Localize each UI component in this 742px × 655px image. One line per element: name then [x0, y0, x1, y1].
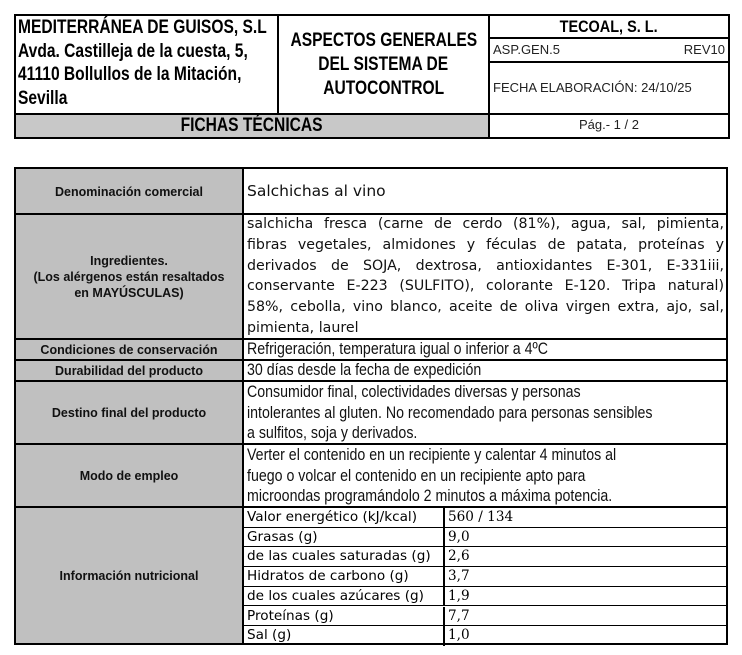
nutrition-row: [244, 547, 726, 567]
issuer-name: [490, 16, 728, 39]
title-line-1: ASPECTOS GENERALES: [290, 29, 477, 51]
nutrition-table: [244, 508, 726, 643]
nutrition-row: [244, 528, 726, 548]
label-ingredients-note: (Los alérgenos están resaltados: [33, 270, 225, 284]
value-usage: [244, 445, 726, 507]
value-destination: [244, 382, 726, 444]
document-header: [14, 14, 730, 139]
value-storage: [244, 340, 726, 360]
issuer-text: TECOAL, S. L.: [560, 17, 658, 36]
title-line-2: DEL SISTEMA DE: [318, 53, 449, 75]
technical-sheet-table: [14, 167, 728, 645]
document-meta: [490, 16, 728, 113]
ingredients-line: 58%, cebolla, vino blanco, aceite de oliva virgen extra, ajo, sal,: [247, 299, 724, 316]
document-code: ASP.GEN.5: [493, 42, 560, 57]
destination-line: a sulfitos, soja y derivados.: [247, 424, 418, 442]
nutrient-value: 7,7: [443, 607, 470, 626]
nutrition-row: [244, 587, 726, 607]
document-code-row: [490, 39, 728, 63]
label-ingredients-note-2: en MAYÚSCULAS): [74, 286, 184, 300]
company-address-street: Avda. Castilleja de la cuesta, 5,: [18, 40, 248, 62]
nutrient-value: 1,0: [443, 626, 470, 646]
label-storage: Condiciones de conservación: [16, 340, 244, 360]
value-ingredients: [244, 215, 726, 339]
nutrient-value: 560 / 134: [443, 508, 513, 527]
destination-line: intolerantes al gluten. No recomendado para personas sensibles: [247, 403, 653, 422]
nutrient-value: 2,6: [443, 547, 470, 566]
nutrition-row: [244, 607, 726, 627]
nutrient-value: 9,0: [443, 528, 470, 547]
nutrient-value: 1,9: [443, 587, 470, 606]
label-usage: Modo de empleo: [16, 445, 244, 507]
nutrient-name: Hidratos de carbono (g): [247, 568, 409, 585]
label-ingredients-title: Ingredientes.: [90, 254, 168, 268]
page-number: Pág.- 1 / 2: [490, 113, 728, 137]
label-commercial-name: Denominación comercial: [16, 169, 244, 214]
label-nutrition: Información nutricional: [16, 508, 244, 643]
company-block: [16, 16, 279, 113]
nutrient-name: de los cuales azúcares (g): [247, 587, 424, 604]
shelf-life-text: 30 días desde la fecha de expedición: [247, 361, 482, 379]
document-title: [279, 16, 490, 113]
label-ingredients: [16, 215, 244, 339]
nutrient-name: de las cuales saturadas (g): [247, 548, 431, 565]
nutrient-value: 3,7: [443, 567, 470, 586]
ingredients-line: conservante E-223 (SULFITO), colorante E-120. Tripa natural): [247, 278, 724, 295]
usage-line: Verter el contenido en un recipiente y calentar 4 minutos al: [247, 446, 617, 464]
company-address-province: Sevilla: [18, 87, 68, 109]
nutrient-name: Proteínas (g): [247, 607, 334, 624]
section-title-text: FICHAS TÉCNICAS: [181, 115, 323, 136]
nutrition-row: [244, 508, 726, 528]
destination-line: Consumidor final, colectividades diversas y personas: [247, 383, 581, 401]
company-address-city: 41110 Bollullos de la Mitación,: [18, 64, 242, 85]
section-title: [16, 113, 490, 137]
ingredients-line: pimienta, laurel: [247, 319, 359, 336]
elaboration-date: FECHA ELABORACIÓN: 24/10/25: [493, 80, 692, 95]
ingredients-line: fibras vegetales, almidones y féculas de patata, proteínas y: [247, 236, 724, 253]
storage-text: Refrigeración, temperatura igual o inferior a 4ºC: [247, 340, 548, 358]
usage-line: fuego o volcar el contenido en un recipiente apto para: [247, 466, 586, 485]
label-destination: Destino final del producto: [16, 382, 244, 444]
value-shelf-life: [244, 361, 726, 381]
nutrient-name: Sal (g): [247, 627, 292, 644]
label-shelf-life: Durabilidad del producto: [16, 361, 244, 381]
ingredients-line: derivados de SOJA, dextrosa, antioxidantes E-301, E-331iii,: [247, 257, 724, 274]
nutrition-row: [244, 567, 726, 587]
nutrient-name: Valor energético (kJ/kcal): [247, 509, 418, 525]
nutrient-name: Grasas (g): [247, 528, 318, 545]
usage-line: microondas programándolo 2 minutos a máxima potencia.: [247, 487, 613, 505]
ingredients-line: salchicha fresca (carne de cerdo (81%), agua, sal, pimienta,: [247, 216, 724, 232]
company-name: MEDITERRÁNEA DE GUISOS, S.L: [18, 17, 267, 38]
title-line-3: AUTOCONTROL: [323, 77, 444, 99]
nutrition-row: [244, 626, 726, 646]
value-commercial-name: Salchichas al vino: [247, 182, 386, 200]
revision: REV10: [683, 42, 725, 57]
